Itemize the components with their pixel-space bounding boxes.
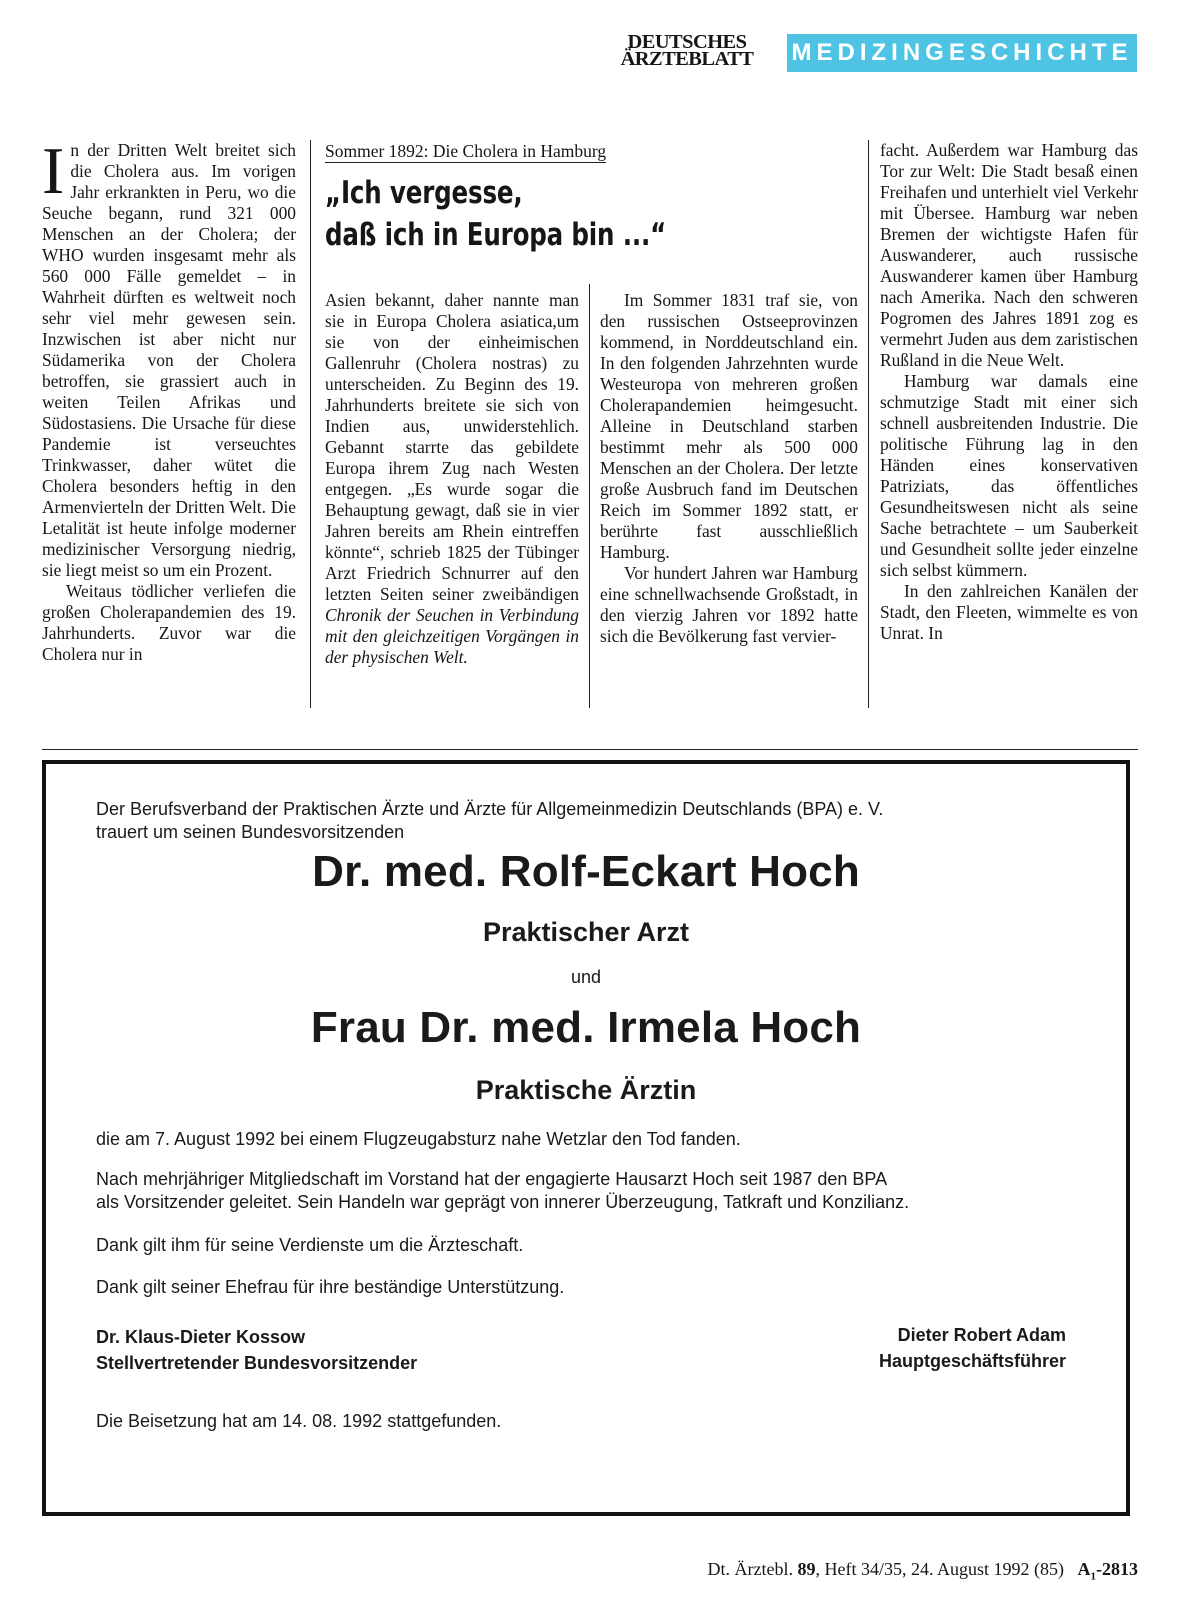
masthead-line-1: DEUTSCHES bbox=[627, 31, 747, 53]
obituary-box bbox=[42, 760, 1130, 1516]
death-notice: die am 7. August 1992 bei einem Flugzeugabsturz nahe Wetzlar den Tod fanden. bbox=[96, 1129, 741, 1149]
signature-right-role: Hauptgeschäftsführer bbox=[878, 1351, 1066, 1371]
tribute-line-2: als Vorsitzender geleitet. Sein Handeln war geprägt von innerer Überzeugung, Tatkraft und Konzilianz. bbox=[96, 1192, 910, 1212]
deceased-name-2: Frau Dr. med. Irmela Hoch bbox=[310, 1003, 862, 1052]
signature-right bbox=[879, 1322, 1066, 1374]
article-column-3 bbox=[600, 290, 858, 647]
deceased-title-1: Praktischer Arzt bbox=[482, 917, 690, 947]
article-headline bbox=[325, 172, 783, 256]
book-title: Chronik der Seuchen in Verbindung mit den gleichzeitigen Vorgängen in der physischen Welt. bbox=[325, 605, 579, 667]
signature-left-name: Dr. Klaus-Dieter Kossow bbox=[96, 1327, 306, 1347]
column-4-paragraph-2: Hamburg war damals eine schmutzige Stadt mit einer sich schnell ausbreitenden Industrie. Die politische Führung lag in den Händen eines konservativen Patriziats, das öffentliches Gesundheitswesen nicht als seine Sache betrachtete – um Sauberkeit und Gesundheit sollte jeder einzelne sich selbst kümmern. bbox=[880, 371, 1138, 580]
column-3-paragraph-1: Im Sommer 1831 traf sie, von den russischen Ostseeprovinzen kommend, in Norddeutschland ein. In den folgenden Jahrzehnten wurde Westeuropa von mehreren großen Cholerapandemien heimgesucht. Alleine in Deutschland starben bestimmt mehr als 500 000 Menschen an der Cholera. Der letzte große Ausbruch fand im Deutschen Reich im Sommer 1892 statt, er berührte fast ausschließlich Hamburg. bbox=[600, 290, 858, 562]
thanks-line-2: Dank gilt seiner Ehefrau für ihre beständige Unterstützung. bbox=[96, 1277, 565, 1297]
page-number: -2813 bbox=[1096, 1559, 1138, 1579]
signature-left-role: Stellvertretender Bundesvorsitzender bbox=[96, 1353, 418, 1373]
funeral-notice: Die Beisetzung hat am 14. 08. 1992 stattgefunden. bbox=[96, 1411, 502, 1431]
obituary-intro-line-2: trauert um seinen Bundesvorsitzenden bbox=[96, 822, 405, 842]
obituary-intro-line-1: Der Berufsverband der Praktischen Ärzte und Ärzte für Allgemeinmedizin Deutschlands (BPA) e. V. bbox=[96, 799, 884, 819]
tribute-line-1: Nach mehrjähriger Mitgliedschaft im Vorstand hat der engagierte Hausarzt Hoch seit 1987 den BPA bbox=[96, 1169, 888, 1189]
headline-line-1: „Ich vergesse, bbox=[325, 175, 523, 211]
column-4-paragraph-3: In den zahlreichen Kanälen der Stadt, den Fleeten, wimmelte es von Unrat. In bbox=[880, 581, 1138, 643]
issue-info: , Heft 34/35, 24. August 1992 (85) bbox=[815, 1559, 1064, 1579]
masthead-line-2: ÄRZTEBLATT bbox=[620, 48, 754, 70]
column-divider bbox=[310, 140, 311, 708]
column-divider bbox=[868, 140, 869, 708]
deceased-title-2: Praktische Ärztin bbox=[475, 1075, 697, 1105]
headline-line-2: daß ich in Europa bin ...“ bbox=[325, 217, 667, 253]
masthead-logo bbox=[596, 31, 778, 70]
section-badge: MEDIZINGESCHICHTE bbox=[787, 34, 1137, 72]
column-3-paragraph-2: Vor hundert Jahren war Hamburg eine schnellwachsende Großstadt, in den vierzig Jahren vor 1892 hatte sich die Bevölkerung fast vervier- bbox=[600, 563, 858, 646]
deceased-name-1: Dr. med. Rolf-Eckart Hoch bbox=[312, 847, 860, 896]
article-column-4 bbox=[880, 140, 1138, 644]
drop-cap: I bbox=[42, 134, 65, 208]
column-2-paragraph: Asien bekannt, daher nannte man sie in Europa Cholera asiatica,um sie von der einheimischen Gallenruhr (Cholera nostras) zu unterscheiden. Zu Beginn des 19. Jahrhunderts breitete sie sich von Indien aus, unwiderstehlich. Gebannt starrte das gebildete Europa ihrem Zug nach Westen entgegen. „Es wurde sogar die Behauptung gewagt, daß sie in vier Jahren bereits am Rhein eintreffen könnte“, schrieb 1825 der Tübinger Arzt Friedrich Schnurrer auf den letzten Seiten seiner zweibändigen bbox=[325, 290, 579, 604]
section-divider bbox=[42, 749, 1138, 750]
article-kicker bbox=[325, 140, 675, 162]
page-prefix-subscript: 1 bbox=[1090, 1570, 1096, 1583]
column-4-paragraph-1: facht. Außerdem war Hamburg das Tor zur Welt: Die Stadt besaß einen Freihafen und unterhielt viel Verkehr mit Übersee. Hamburg war neben Bremen der wichtigste Hafen für Auswanderer, auch russische Auswanderer kamen über Hamburg nach Amerika. Nach den schweren Pogromen des Jahres 1891 zog es vermehrt Juden aus dem zaristischen Rußland in die Neue Welt. bbox=[880, 140, 1138, 370]
article-column-1 bbox=[42, 134, 296, 665]
signature-right-name: Dieter Robert Adam bbox=[897, 1325, 1066, 1345]
column-1-paragraph-2: Weitaus tödlicher verliefen die großen Cholerapandemien des 19. Jahrhunderts. Zuvor war die Cholera nur in bbox=[42, 581, 296, 664]
article-column-2 bbox=[325, 290, 579, 668]
kicker-text: Sommer 1892: Die Cholera in Hamburg bbox=[325, 141, 607, 161]
thanks-line-1: Dank gilt ihm für seine Verdienste um die Ärzteschaft. bbox=[96, 1235, 524, 1255]
journal-name: Dt. Ärztebl. bbox=[707, 1559, 794, 1579]
column-divider bbox=[589, 284, 590, 708]
page-footer bbox=[570, 1558, 1138, 1588]
signature-left bbox=[96, 1324, 417, 1376]
conjunction: und bbox=[570, 967, 602, 987]
page-prefix: A bbox=[1077, 1559, 1091, 1579]
volume-number: 89 bbox=[797, 1559, 816, 1579]
column-1-paragraph-1: n der Dritten Welt breitet sich die Cholera aus. Im vorigen Jahr erkrankten in Peru, wo die Seuche begann, rund 321 000 Menschen an der Cholera; der WHO wurden insgesamt mehr als 560 000 Fälle gemeldet – in Wahrheit dürften es weltweit noch sehr viel mehr gewesen sein. Inzwischen ist aber nicht nur Südamerika von der Cholera betroffen, sie grassiert auch in weiten Teilen Afrikas und Südostasiens. Die Ursache für diese Pandemie ist verseuchtes Trinkwasser, daher wütet die Cholera besonders heftig in den Armenvierteln der Dritten Welt. Die Letalität ist heute infolge moderner medizinischer Versorgung niedrig, sie liegt meist so um ein Prozent. bbox=[42, 140, 296, 580]
